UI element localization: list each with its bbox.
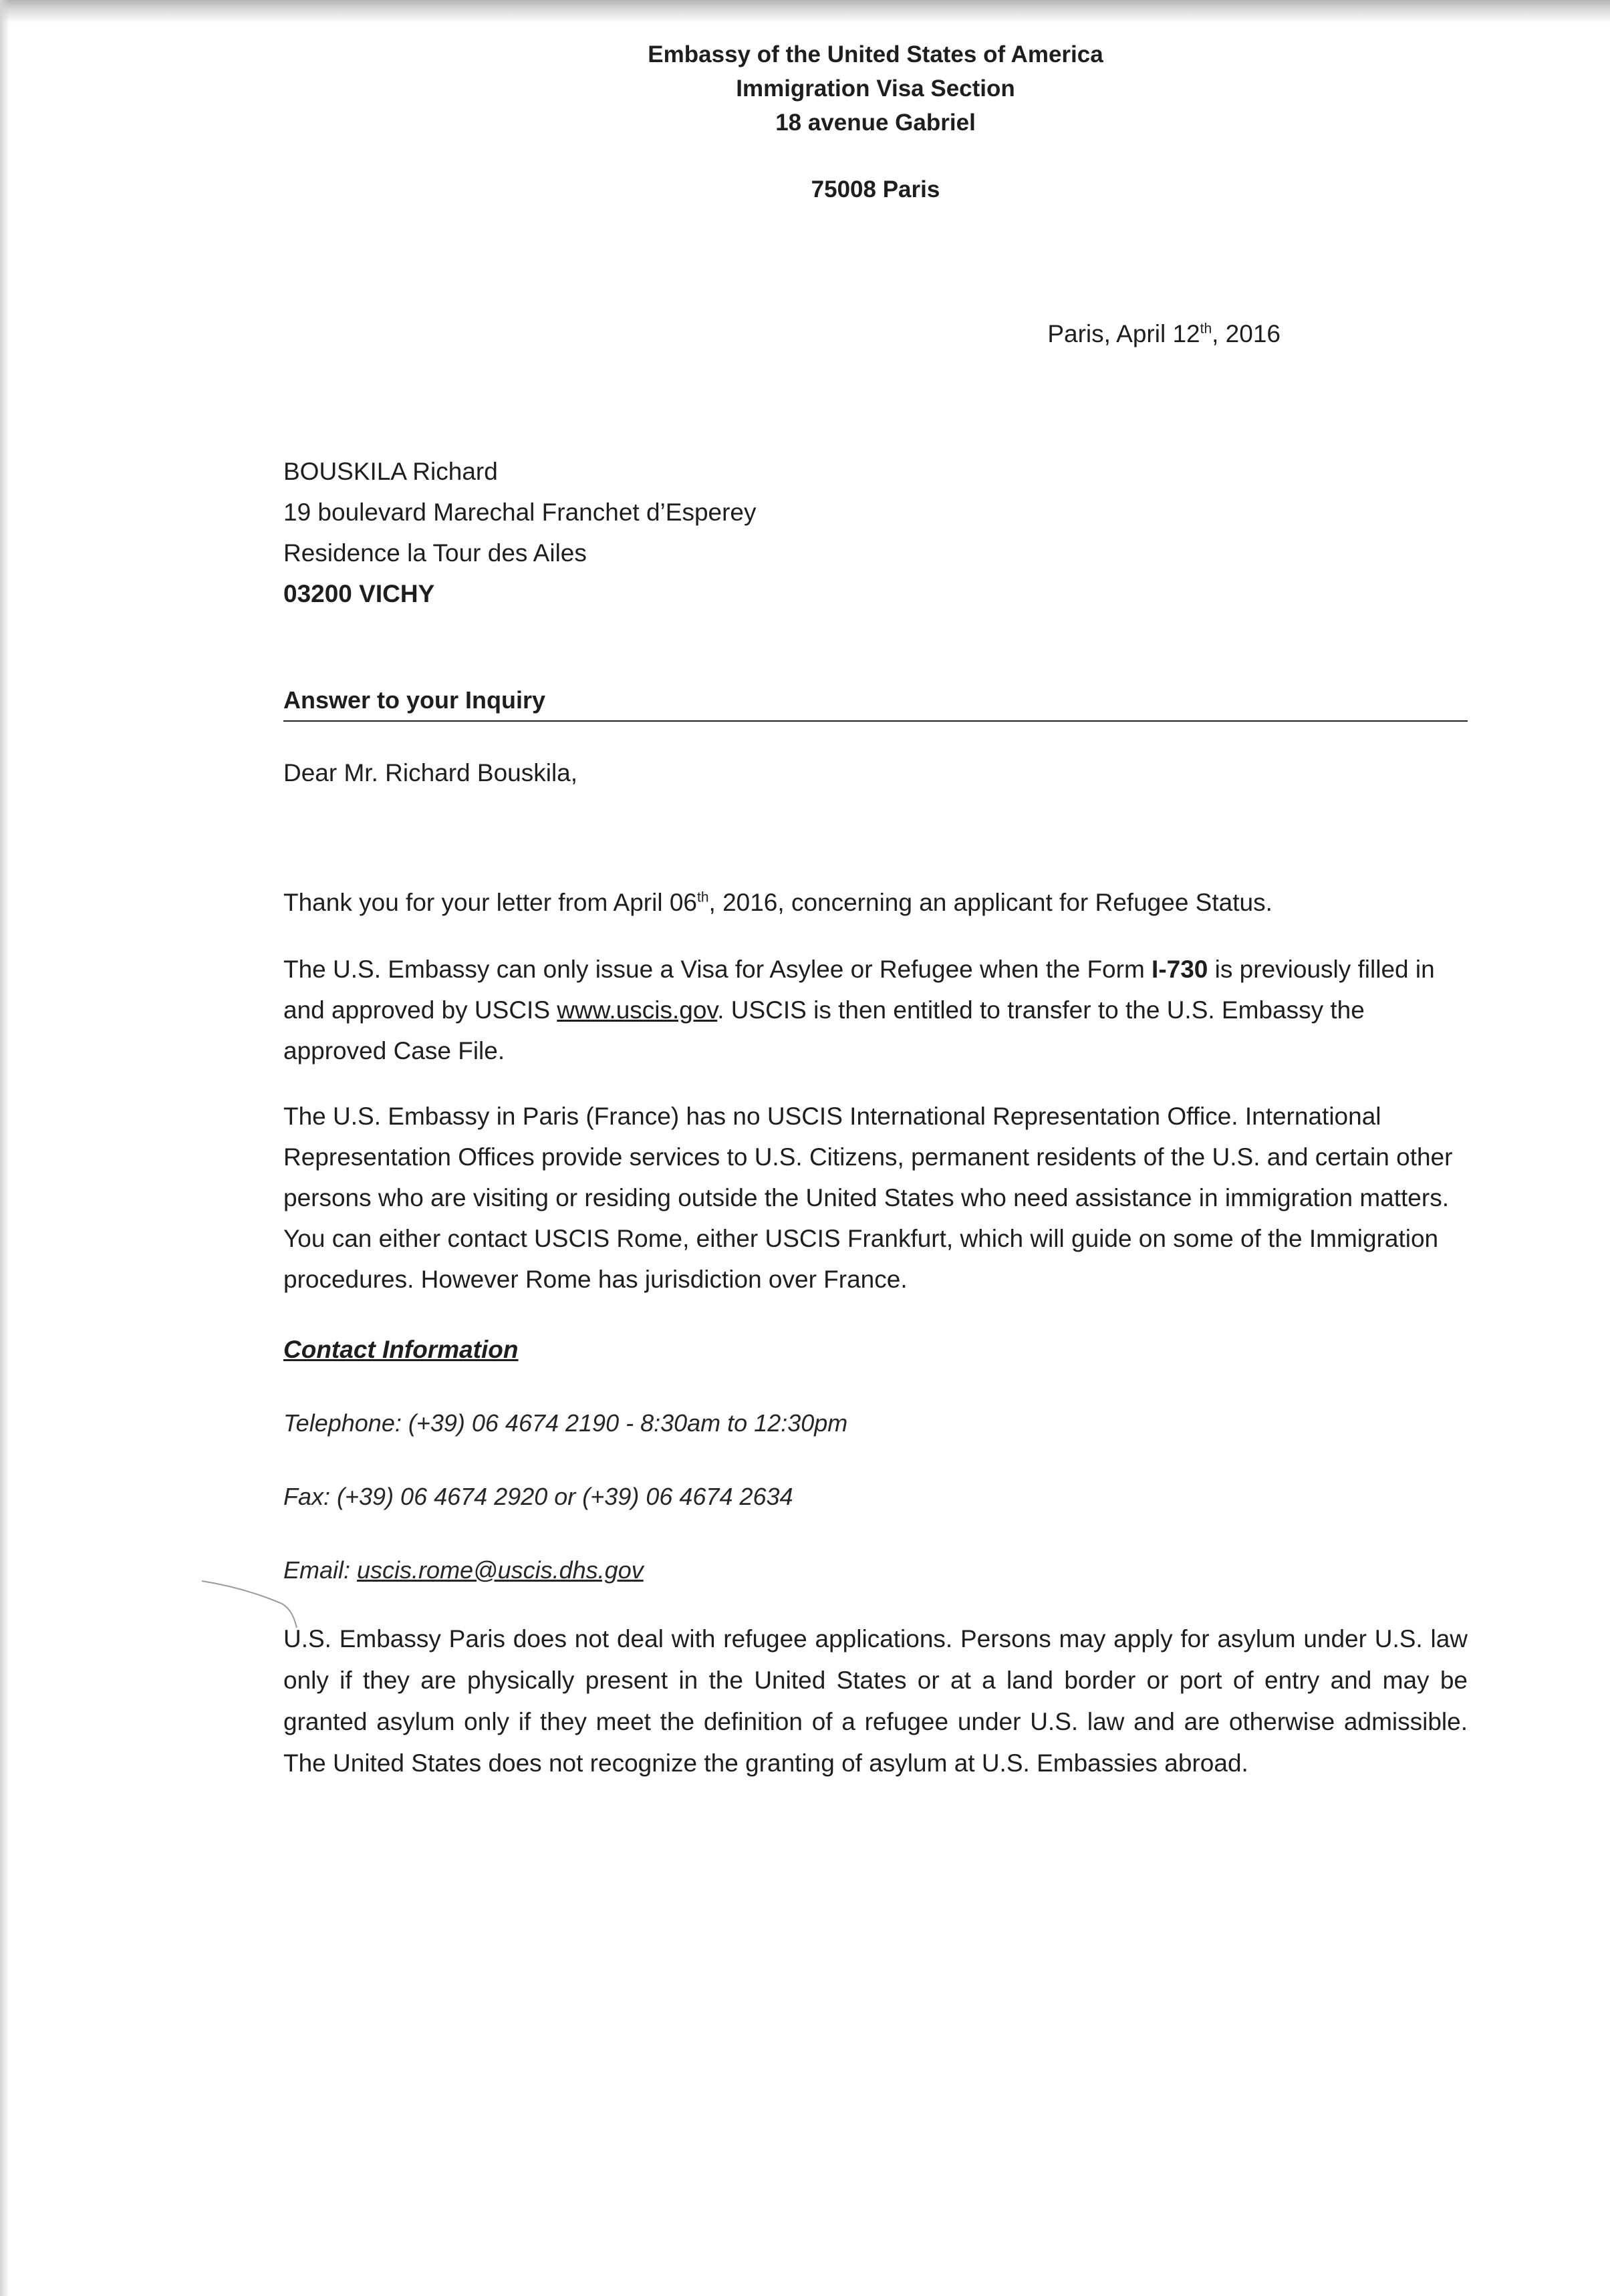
contact-email xyxy=(283,1550,644,1590)
subject-line: Answer to your Inquiry xyxy=(283,680,1468,722)
recipient-building: Residence la Tour des Ailes xyxy=(283,539,587,567)
paragraph-representation-office: The U.S. Embassy in Paris (France) has no USCIS International Representation Office. International Representation Offices provide services to U.S. Citizens, permanent residents of the U.S. and certain other persons who are visiting or residing outside the United States who need assistance in immigration matters. You can either contact USCIS Rome, either USCIS Frankfurt, which will guide on some of the Immigration procedures. However Rome has jurisdiction over France. xyxy=(283,1103,1453,1293)
contact-heading: Contact Information xyxy=(283,1336,519,1363)
contact-telephone: Telephone: (+39) 06 4674 2190 - 8:30am to 12:30pm xyxy=(283,1409,848,1437)
letterhead xyxy=(283,37,1468,206)
letterhead-section: Immigration Visa Section xyxy=(736,76,1015,102)
email-label: Email: xyxy=(283,1556,358,1584)
paragraph1-ordinal: th xyxy=(697,889,709,905)
paragraph2-after: . USCIS is then entitled to transfer to the U.S. Embassy the approved Case File. xyxy=(283,996,1365,1064)
date-year: , 2016 xyxy=(1212,320,1281,347)
letterhead-embassy-name: Embassy of the United States of America xyxy=(648,41,1103,67)
paragraph-asylum-policy: U.S. Embassy Paris does not deal with refugee applications. Persons may apply for asylum under U.S. law only if they are physically present in the United States or at a land border or port of entry and may be granted asylum only if they meet the definition of a refugee under U.S. law and are otherwise admissible. The United States does not recognize the granting of asylum at U.S. Embassies abroad. xyxy=(283,1625,1468,1777)
form-number: I-730 xyxy=(1152,956,1208,983)
date-prefix: Paris, April 12 xyxy=(1047,320,1200,347)
paragraph-visa-requirements xyxy=(283,949,1468,1071)
recipient-street: 19 boulevard Marechal Franchet d’Esperey xyxy=(283,498,757,526)
paragraph2-before: The U.S. Embassy can only issue a Visa for Asylee or Refugee when the Form xyxy=(283,956,1152,983)
date-ordinal: th xyxy=(1200,321,1212,337)
recipient-city: 03200 VICHY xyxy=(283,580,435,607)
letterhead-postal-city: 75008 Paris xyxy=(811,176,940,202)
paragraph-thank-you xyxy=(283,882,1468,923)
scan-shadow-top xyxy=(0,0,1610,23)
recipient-name: BOUSKILA Richard xyxy=(283,458,498,485)
letter-date xyxy=(1047,317,1281,351)
email-link[interactable]: uscis.rome@uscis.dhs.gov xyxy=(357,1556,644,1584)
contact-fax: Fax: (+39) 06 4674 2920 or (+39) 06 4674 2634 xyxy=(283,1483,793,1510)
recipient-address xyxy=(283,451,757,614)
paragraph1-before: Thank you for your letter from April 06 xyxy=(283,889,697,916)
paragraph1-after: , 2016, concerning an applicant for Refugee Status. xyxy=(708,889,1272,916)
letterhead-street: 18 avenue Gabriel xyxy=(775,110,976,136)
salutation: Dear Mr. Richard Bouskila, xyxy=(283,759,578,786)
uscis-website-link[interactable]: www.uscis.gov xyxy=(557,996,718,1024)
paragraph2-middle: is previously filled in and approved by USCIS xyxy=(283,956,1435,1024)
scan-shadow-left xyxy=(0,0,9,2296)
